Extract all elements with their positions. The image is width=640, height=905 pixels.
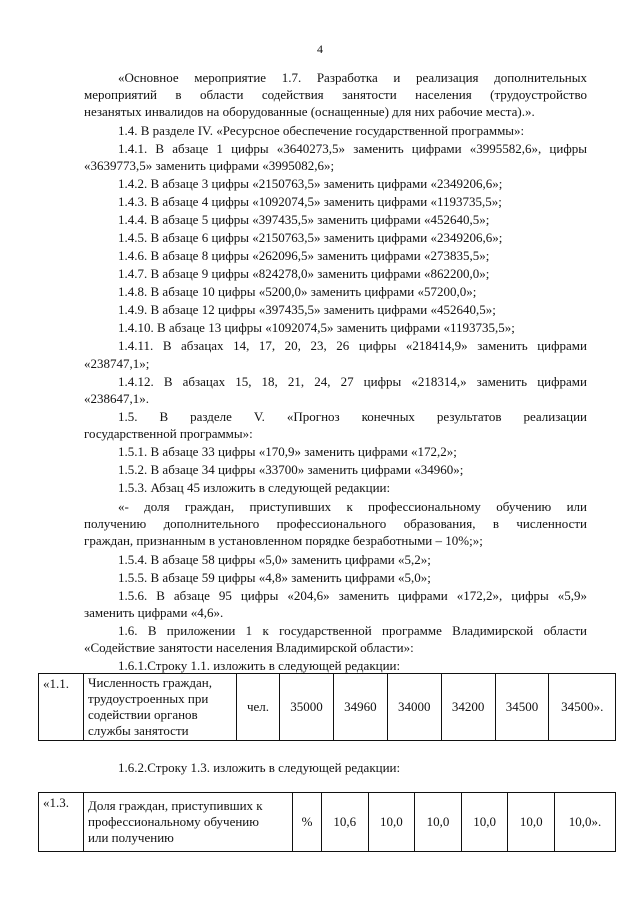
value-cell: 34500 — [495, 674, 549, 741]
value-cell: 10,0 — [461, 793, 508, 852]
value-cell: 34200 — [441, 674, 495, 741]
value-cell: 10,0 — [415, 793, 462, 852]
paragraph-line: граждан, признанным в установленном порядке безработными – 10%;»; — [84, 533, 483, 548]
paragraph-line: «238747,1»; — [84, 356, 150, 371]
paragraph-line: 1.5.3. Абзац 45 изложить в следующей редакции: — [118, 480, 391, 495]
paragraph-line: 1.5.6. В абзаце 95 цифры «204,6» заменить цифрами «172,2», цифры «5,9» — [118, 588, 587, 603]
paragraph-line: 1.4.7. В абзаце 9 цифры «824278,0» заменить цифрами «862200,0»; — [118, 266, 490, 281]
table-caption: 1.6.1.Строку 1.1. изложить в следующей редакции: — [118, 658, 401, 673]
indicator-description — [84, 793, 293, 852]
page-number: 4 — [317, 42, 323, 56]
value-cell: 34000 — [387, 674, 441, 741]
value-cell: 34960 — [333, 674, 387, 741]
paragraph-line: 1.4.10. В абзаце 13 цифры «1092074,5» заменить цифрами «1193735,5»; — [118, 320, 515, 335]
paragraph-line: 1.4.4. В абзаце 5 цифры «397435,5» заменить цифрами «452640,5»; — [118, 212, 490, 227]
description-line: трудоустроенных при — [88, 691, 209, 706]
paragraph-line: «238647,1». — [84, 391, 149, 406]
paragraph-line: незанятых инвалидов на оборудованные (оснащенные) для них рабочие места).». — [84, 104, 535, 119]
unit-cell: % — [293, 793, 322, 852]
paragraph-line: 1.4.6. В абзаце 8 цифры «262096,5» заменить цифрами «273835,5»; — [118, 248, 490, 263]
paragraph-line: «Основное мероприятие 1.7. Разработка и реализация дополнительных — [118, 70, 587, 85]
paragraph-line: 1.4.11. В абзацах 14, 17, 20, 23, 26 цифры «218414,9» заменить цифрами — [118, 338, 587, 353]
paragraph-line: «- доля граждан, приступивших к профессиональному обучению или — [118, 499, 587, 514]
paragraph-line: заменить цифрами «4,6». — [84, 605, 224, 620]
indicator-description — [84, 674, 237, 741]
paragraph-line: получению дополнительного профессионального образования, в численности — [84, 516, 587, 531]
paragraph-line: 1.4.12. В абзацах 15, 18, 21, 24, 27 цифры «218314,» заменить цифрами — [118, 374, 587, 389]
paragraph-line: 1.4.1. В абзаце 1 цифры «3640273,5» заменить цифрами «3995582,6», цифры — [118, 141, 587, 156]
row-code: «1.3. — [39, 793, 84, 852]
paragraph-line: 1.4.3. В абзаце 4 цифры «1092074,5» заменить цифрами «1193735,5»; — [118, 194, 502, 209]
table-caption: 1.6.2.Строку 1.3. изложить в следующей редакции: — [118, 760, 401, 775]
paragraph-line: 1.4.5. В абзаце 6 цифры «2150763,5» заменить цифрами «2349206,6»; — [118, 230, 503, 245]
paragraph-line: 1.5.1. В абзаце 33 цифры «170,9» заменить цифрами «172,2»; — [118, 444, 457, 459]
description-line: или получению — [88, 830, 174, 845]
value-cell: 10,6 — [322, 793, 369, 852]
value-cell: 10,0 — [368, 793, 415, 852]
paragraph-line: 1.4.2. В абзаце 3 цифры «2150763,5» заменить цифрами «2349206,6»; — [118, 176, 503, 191]
paragraph-line: 1.4.9. В абзаце 12 цифры «397435,5» заменить цифрами «452640,5»; — [118, 302, 496, 317]
paragraph-line: 1.5.4. В абзаце 58 цифры «5,0» заменить цифрами «5,2»; — [118, 552, 431, 567]
description-line: профессиональному обучению — [88, 814, 259, 829]
row-code: «1.1. — [39, 674, 84, 741]
paragraph-line: 1.5.5. В абзаце 59 цифры «4,8» заменить цифрами «5,0»; — [118, 570, 431, 585]
value-cell: 34500». — [549, 674, 616, 741]
value-cell: 10,0». — [555, 793, 616, 852]
paragraph-line: «3639773,5» заменить цифрами «3995082,6»; — [84, 158, 335, 173]
value-cell: 10,0 — [508, 793, 555, 852]
indicator-table-1 — [38, 673, 616, 741]
paragraph-line: государственной программы»: — [84, 426, 253, 441]
table-row — [39, 793, 616, 852]
paragraph-line: 1.6. В приложении 1 к государственной программе Владимирской области — [118, 623, 587, 638]
value-cell: 35000 — [280, 674, 334, 741]
description-line: Численность граждан, — [88, 675, 212, 690]
description-line: Доля граждан, приступивших к — [88, 798, 263, 813]
indicator-table-2 — [38, 792, 616, 852]
paragraph-line: «Содействие занятости населения Владимирской области»: — [84, 640, 414, 655]
paragraph-line: 1.4. В разделе IV. «Ресурсное обеспечение государственной программы»: — [118, 123, 525, 138]
paragraph-line: 1.5. В разделе V. «Прогноз конечных результатов реализации — [118, 409, 587, 424]
unit-cell: чел. — [237, 674, 280, 741]
paragraph-line: 1.4.8. В абзаце 10 цифры «5200,0» заменить цифрами «57200,0»; — [118, 284, 477, 299]
description-line: содействии органов — [88, 707, 198, 722]
description-line: службы занятости — [88, 723, 189, 738]
paragraph-line: мероприятий в области содействия занятости населения (трудоустройство — [84, 87, 587, 102]
paragraph-line: 1.5.2. В абзаце 34 цифры «33700» заменить цифрами «34960»; — [118, 462, 464, 477]
table-row — [39, 674, 616, 741]
